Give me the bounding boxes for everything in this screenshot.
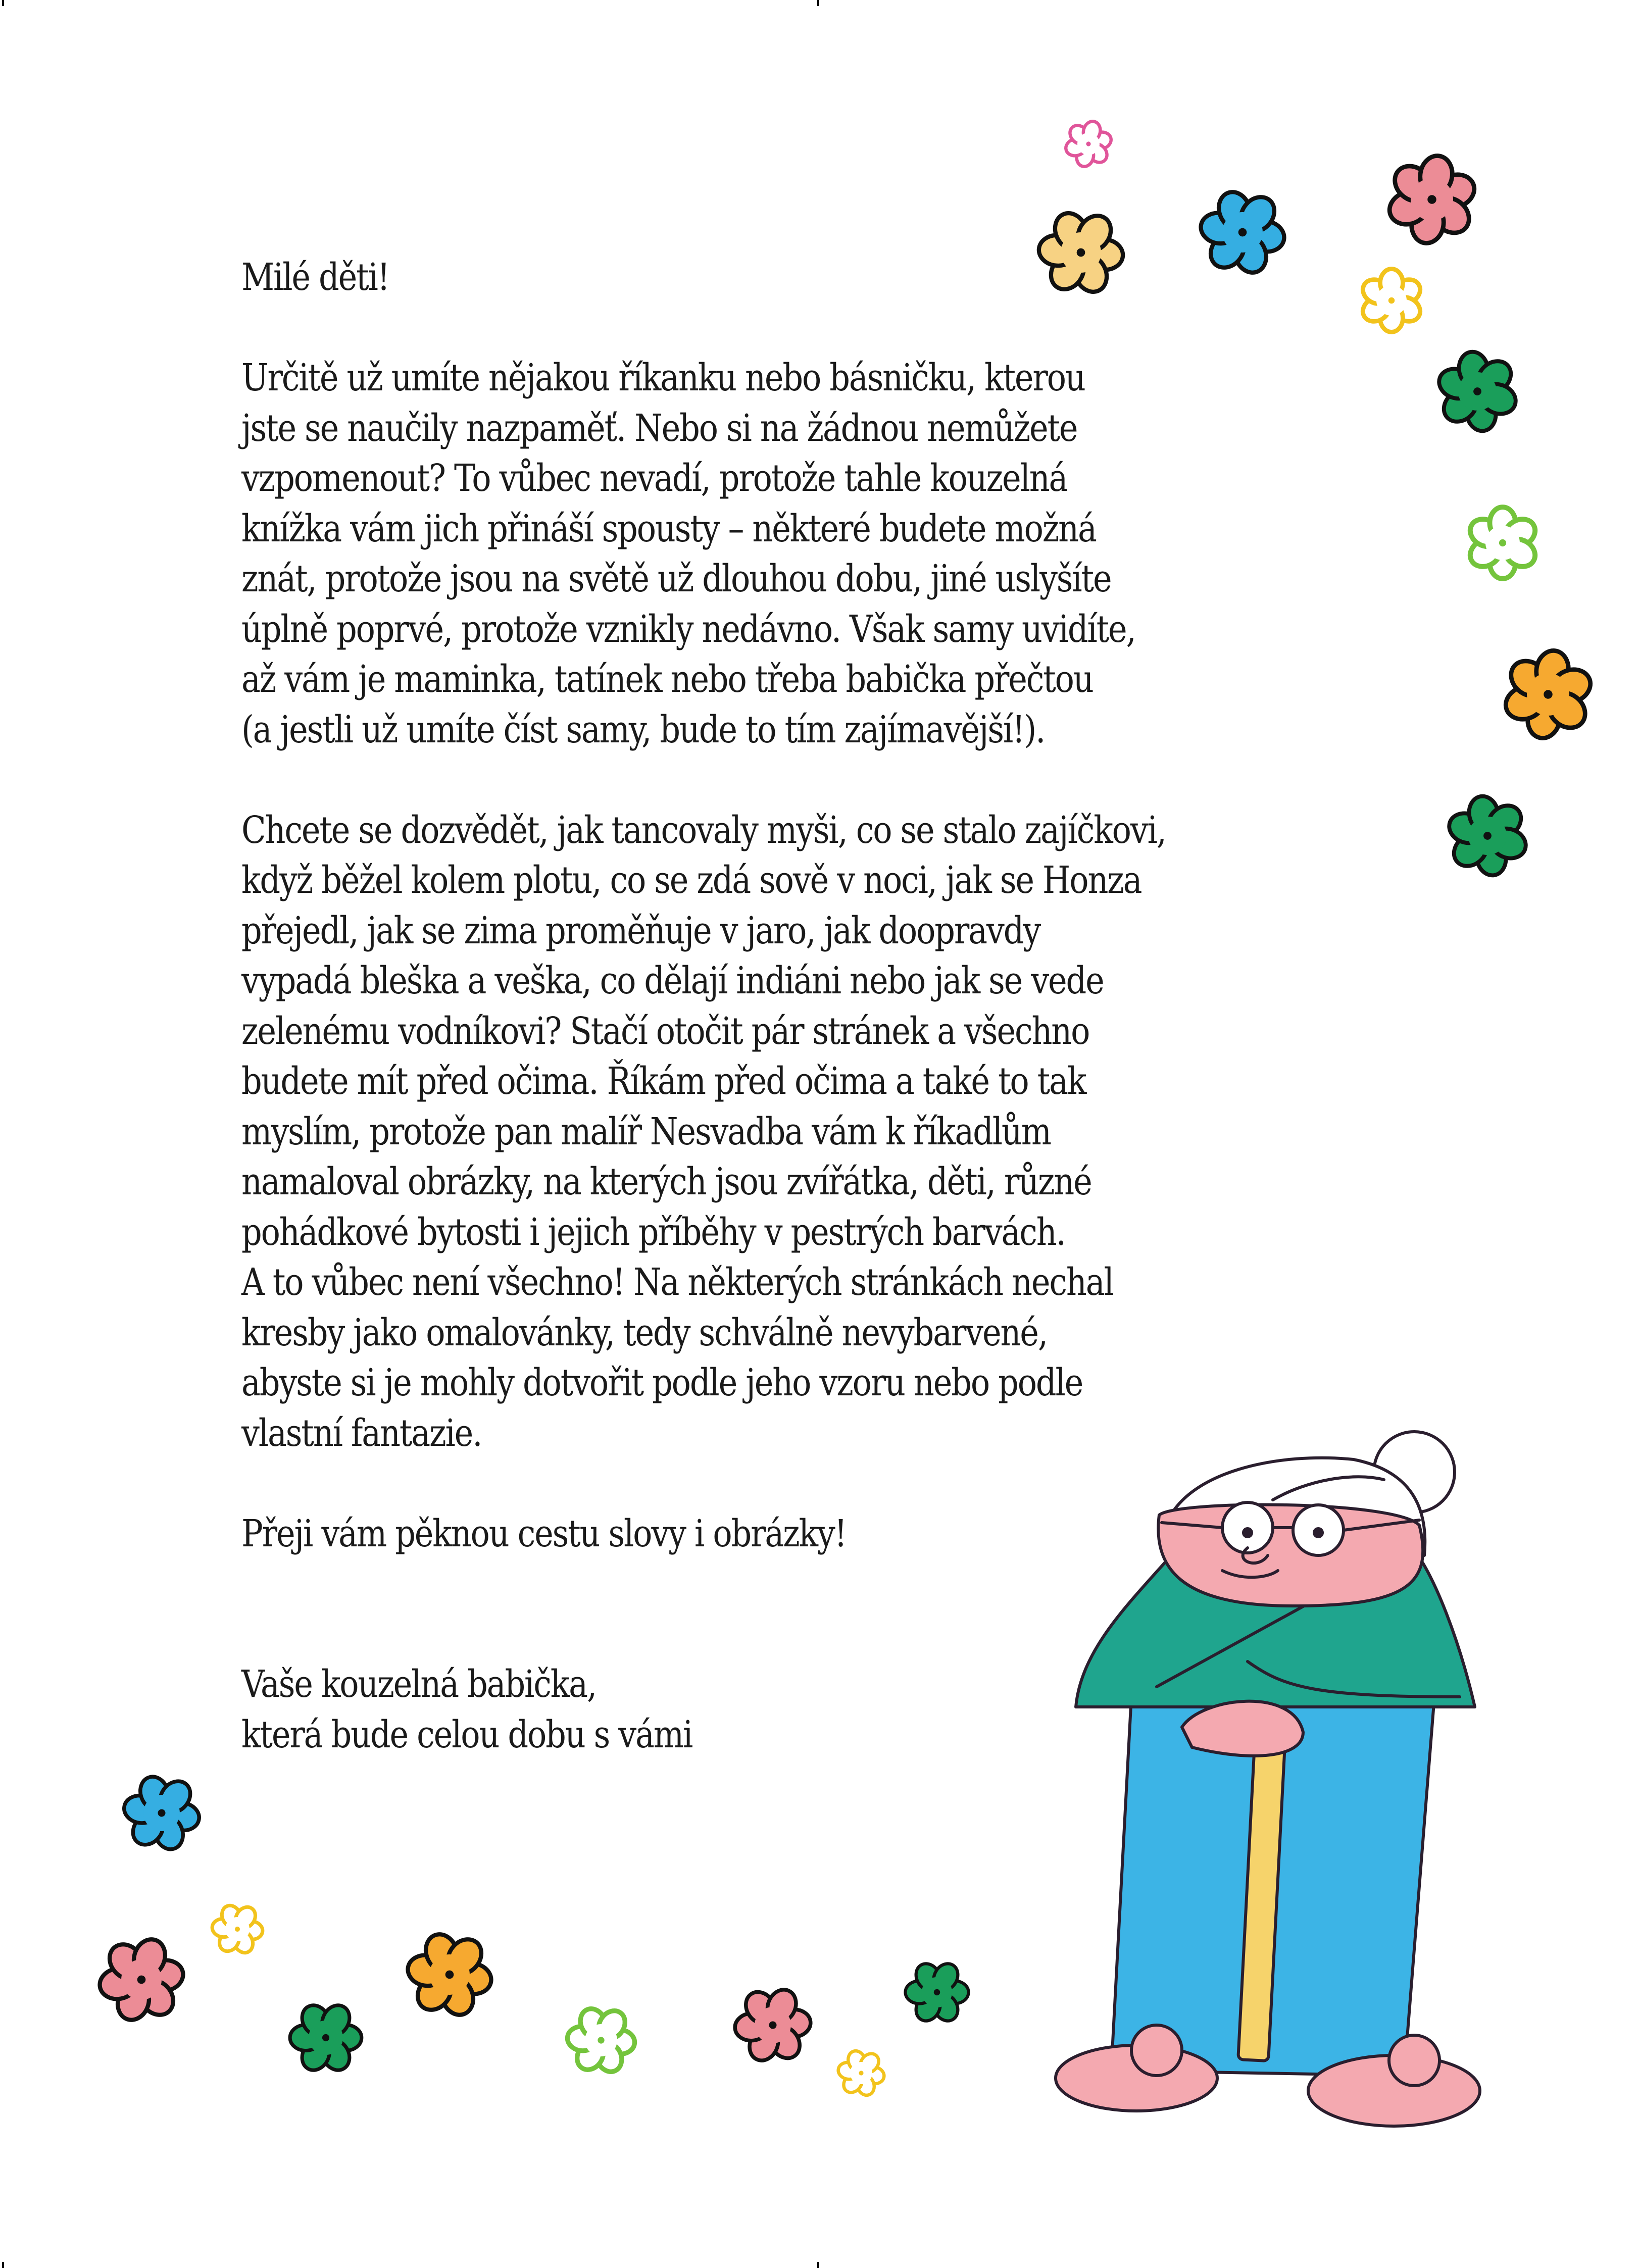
eye: [1314, 1529, 1322, 1537]
face: [1158, 1505, 1423, 1606]
flower-icon: [1495, 641, 1601, 747]
knee-left: [1131, 2025, 1182, 2076]
paragraph-1: [241, 353, 1240, 755]
flower-icon: [561, 2000, 641, 2081]
flower-icon: [399, 1924, 500, 2025]
flower-icon: [1439, 788, 1535, 884]
line: Chcete se dozvědět, jak tancovaly myši, co se stalo zajíčkovi,: [241, 808, 1166, 852]
flower-icon: [899, 1954, 975, 2030]
flower-icon: [283, 1995, 369, 2081]
line: až vám je maminka, tatínek nebo třeba babička přečtou: [241, 658, 1093, 701]
wish: Přeji vám pěknou cestu slovy i obrázky!: [241, 1511, 847, 1555]
line: znát, protože jsou na světě už dlouhou dobu, jiné uslyšíte: [241, 557, 1111, 600]
line: vypadá bleška a veška, co dělají indiáni nebo jak se vede: [241, 959, 1104, 1002]
line: zelenému vodníkovi? Stačí otočit pár stránek a všechno: [241, 1009, 1089, 1053]
knee-right: [1389, 2035, 1439, 2086]
line: budete mít před očima. Říkám před očima a také to tak: [241, 1060, 1086, 1103]
flower-icon: [207, 1899, 268, 1959]
line: pohádkové bytosti i jejich příběhy v pestrých barvách.: [241, 1210, 1065, 1254]
flower-icon: [1429, 343, 1525, 439]
line: vlastní fantazie.: [241, 1411, 482, 1455]
flower-dot: [1499, 539, 1506, 546]
line: myslím, protože pan malíř Nesvadba vám k říkadlům: [241, 1110, 1051, 1153]
crop-mark: [2, 2262, 4, 2268]
line: jste se naučily nazpaměť. Nebo si na žádnou nemůžete: [241, 406, 1077, 450]
flower-icon: [1379, 146, 1485, 253]
flower-icon: [116, 1768, 207, 1858]
flower-icon: [1030, 202, 1131, 303]
line: když běžel kolem plotu, co se zdá sově v noci, jak se Honza: [241, 859, 1141, 902]
flower-icon: [91, 1929, 192, 2030]
flower-dot: [322, 2034, 329, 2041]
line: přejedl, jak se zima proměňuje v jaro, jak doopravdy: [241, 909, 1040, 952]
signature-line: která bude celou dobu s vámi: [241, 1712, 692, 1756]
flower-icon: [1061, 116, 1116, 172]
flower-icon: [1192, 182, 1293, 283]
line: A to vůbec není všechno! Na některých stránkách nechal: [241, 1261, 1113, 1304]
line: knížka vám jich přináší spousty – některé budete možná: [241, 507, 1096, 550]
flower-icon: [833, 2045, 889, 2101]
crop-mark: [2, 0, 4, 6]
eye: [1244, 1529, 1252, 1537]
paragraph-2: [241, 805, 1240, 1459]
crop-mark: [817, 0, 819, 6]
flower-dot: [934, 1989, 940, 1996]
line: namaloval obrázky, na kterých jsou zvířátka, děti, různé: [241, 1160, 1091, 1203]
grandmother-illustration: [1030, 1424, 1485, 2232]
line: kresby jako omalovánky, tedy schválně nevybarvené,: [241, 1311, 1047, 1354]
flower-icon: [727, 1980, 818, 2071]
flower-icon: [1354, 263, 1429, 338]
flower-icon: [1460, 500, 1546, 586]
crop-mark: [817, 2262, 819, 2268]
line: abyste si je mohly dotvořit podle jeho vzoru nebo podle: [241, 1361, 1083, 1404]
line: vzpomenout? To vůbec nevadí, protože tahle kouzelná: [241, 457, 1067, 500]
greeting: Milé děti!: [241, 256, 389, 299]
line: (a jestli už umíte číst samy, bude to tím zajímavější!).: [241, 708, 1045, 751]
line: úplně poprvé, protože vznikly nedávno. Však samy uvidíte,: [241, 607, 1135, 651]
signature-line: Vaše kouzelná babička,: [241, 1662, 597, 1706]
line: Určitě už umíte nějakou říkanku nebo básničku, kterou: [241, 356, 1085, 399]
